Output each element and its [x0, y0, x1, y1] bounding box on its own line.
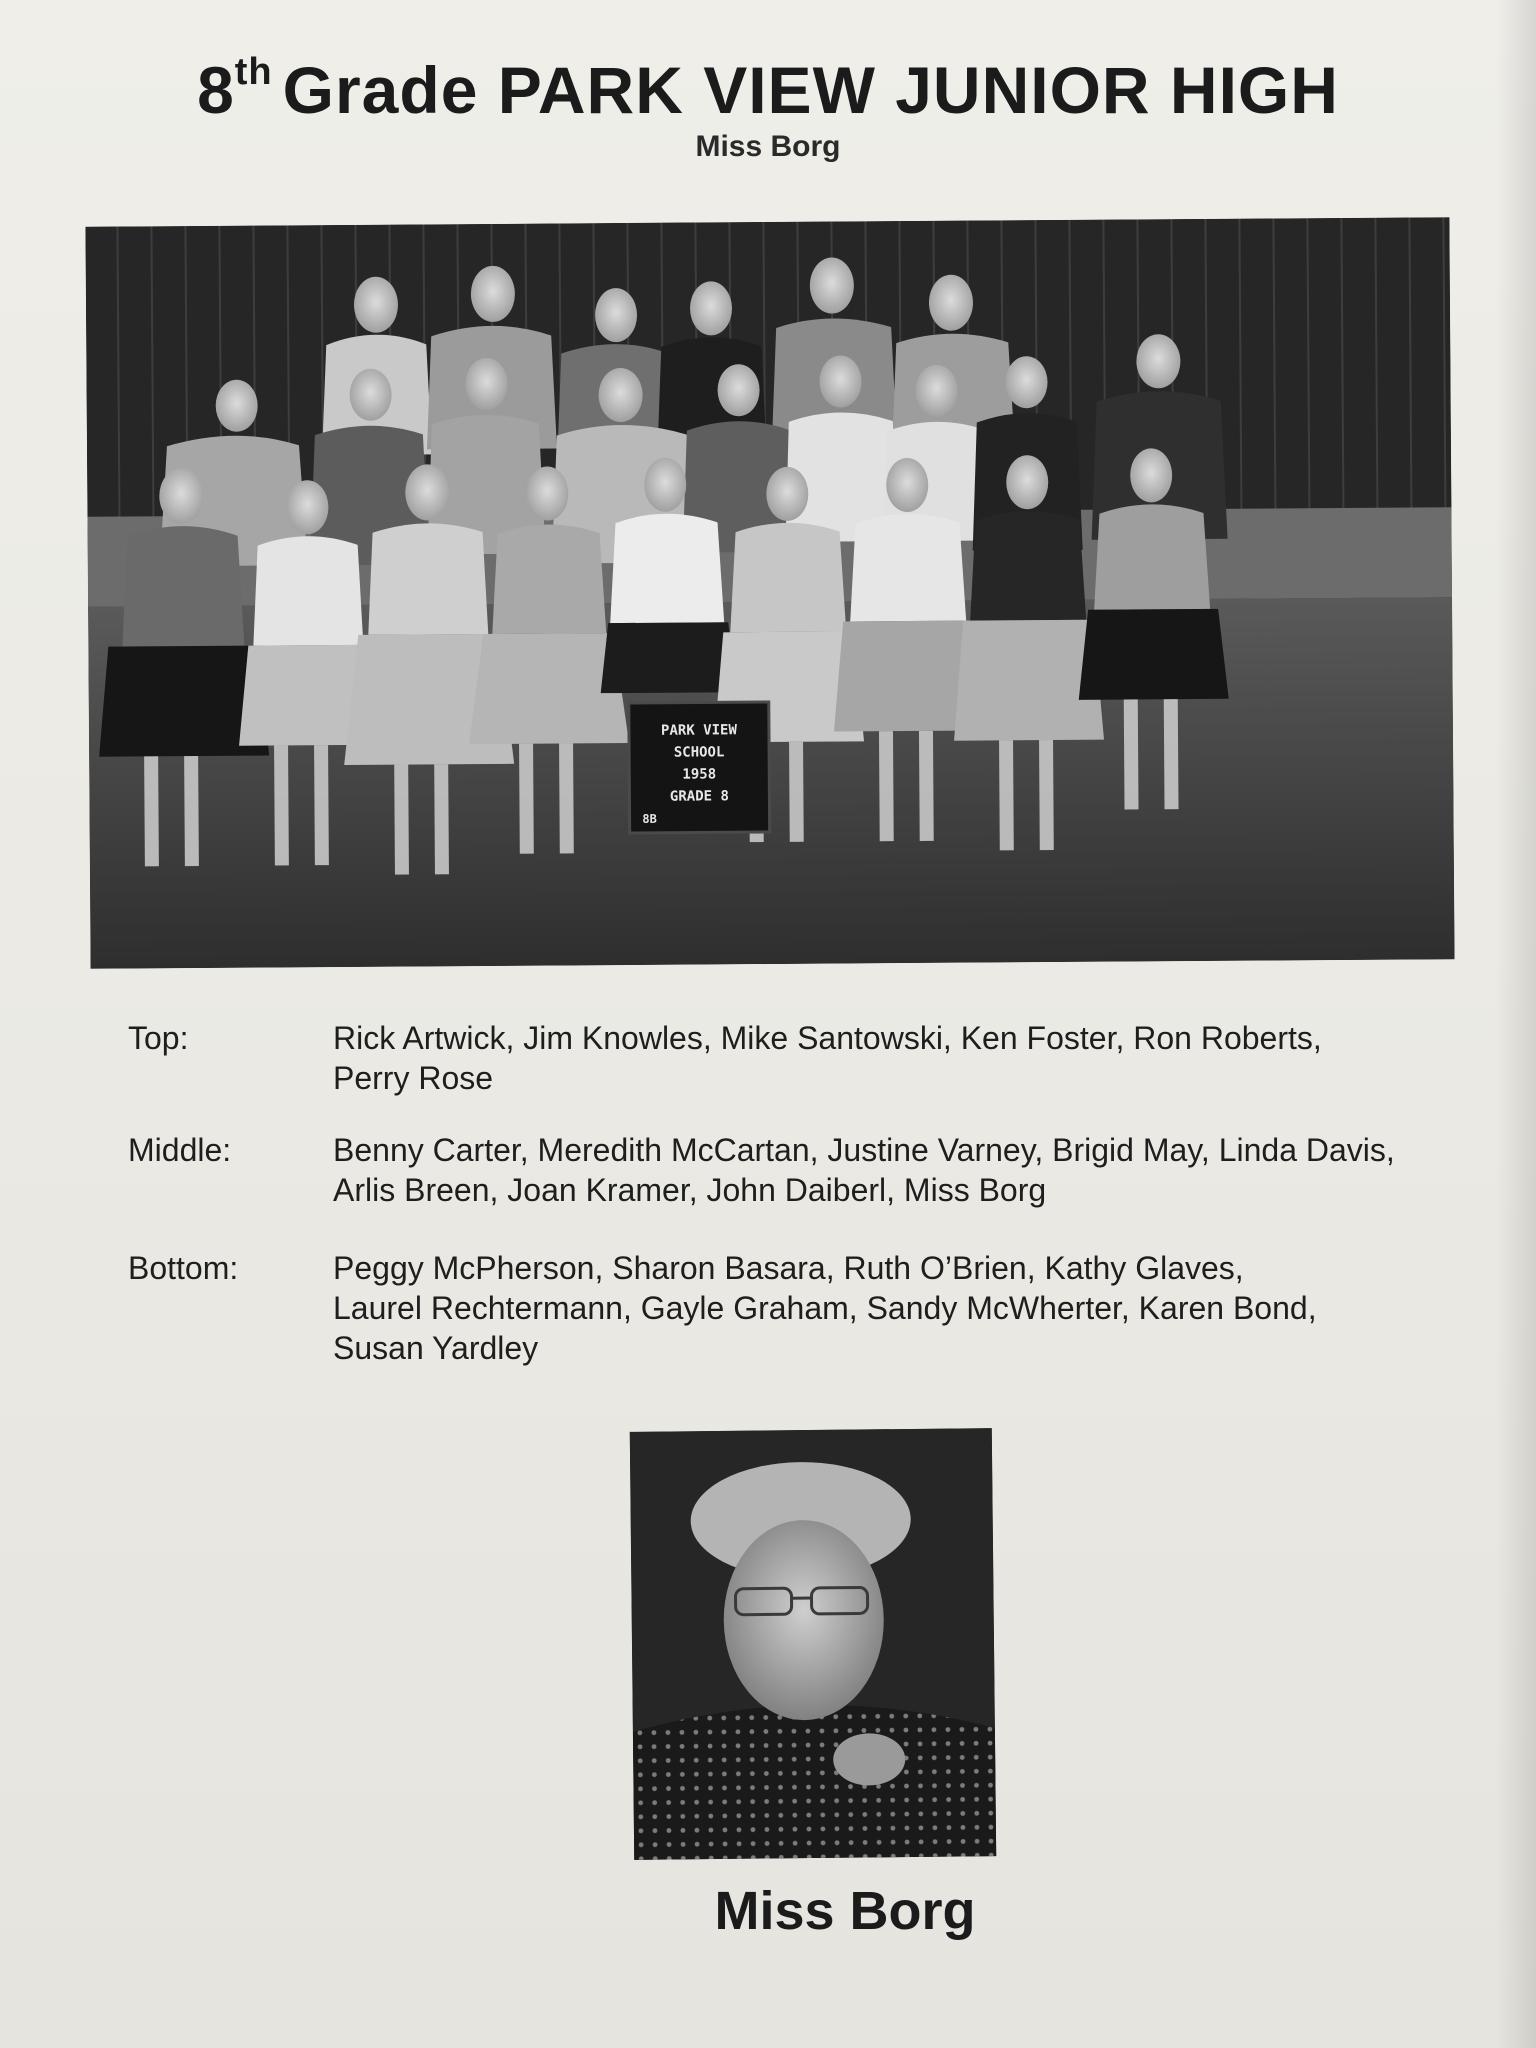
row-names [333, 1248, 1503, 1368]
names-line: Laurel Rechtermann, Gayle Graham, Sandy McWherter, Karen Bond, [333, 1290, 1317, 1326]
names-line: Benny Carter, Meredith McCartan, Justine Varney, Brigid May, Linda Davis, [333, 1132, 1395, 1168]
sign-line: GRADE 8 [669, 788, 729, 805]
title-text: Grade PARK VIEW JUNIOR HIGH [282, 53, 1339, 127]
row-names [333, 1018, 1503, 1098]
row-label: Bottom: [128, 1250, 239, 1286]
teacher-portrait [630, 1428, 996, 1860]
sign-line: PARK VIEW [660, 722, 737, 739]
row-names [333, 1130, 1503, 1210]
teacher-portrait-image [630, 1428, 996, 1860]
names-line: Peggy McPherson, Sharon Basara, Ruth O’Brien, Kathy Glaves, [333, 1250, 1244, 1286]
names-line: Rick Artwick, Jim Knowles, Mike Santowski, Ken Foster, Ron Roberts, [333, 1020, 1322, 1056]
title-ordinal: 8 [197, 53, 235, 127]
page-title [0, 52, 1536, 128]
names-line: Arlis Breen, Joan Kramer, John Daiberl, Miss Borg [333, 1172, 1047, 1208]
row-label: Middle: [128, 1132, 232, 1168]
title-ordinal-suffix: th [234, 51, 273, 93]
names-line: Susan Yardley [333, 1330, 539, 1366]
portrait-caption: Miss Borg [714, 1881, 976, 1941]
sign-line: SCHOOL [673, 744, 725, 761]
sign-line: 8B [642, 811, 657, 826]
class-sign [629, 702, 770, 833]
class-photo [85, 217, 1454, 969]
page-subtitle: Miss Borg [695, 130, 841, 163]
class-photo-image [85, 217, 1454, 969]
names-line: Perry Rose [333, 1060, 494, 1096]
row-label: Top: [128, 1020, 189, 1056]
sign-line: 1958 [682, 766, 717, 783]
